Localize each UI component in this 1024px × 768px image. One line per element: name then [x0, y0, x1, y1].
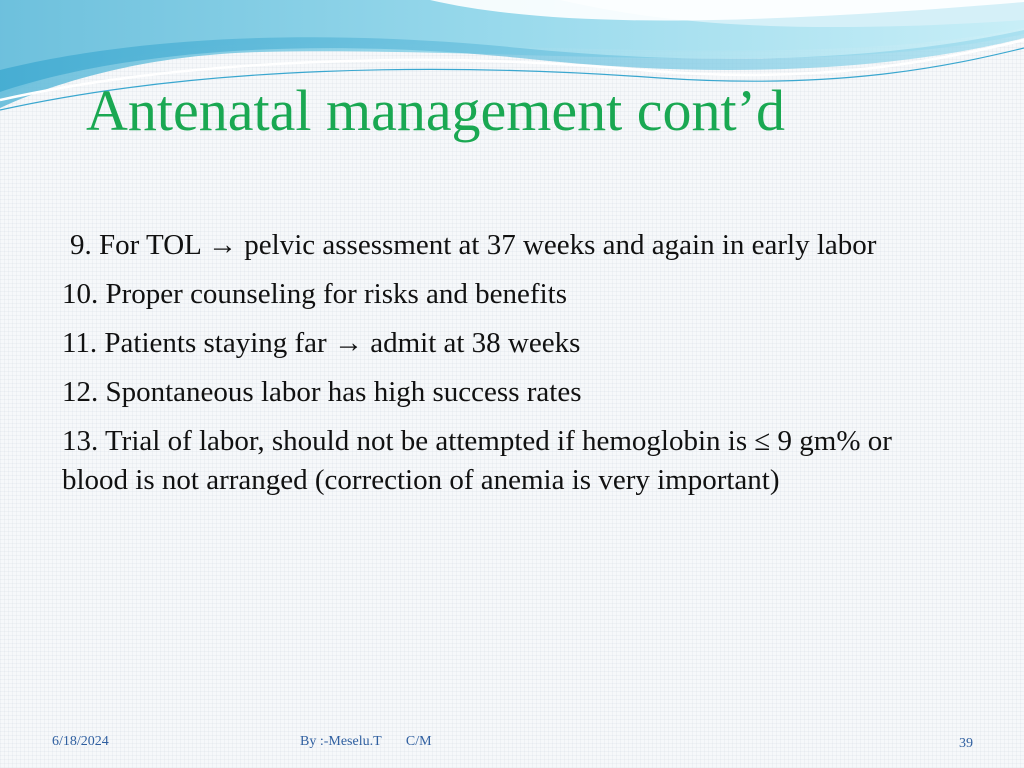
list-item: 12. Spontaneous labor has high success rates [62, 376, 582, 408]
content-list [62, 226, 962, 510]
list-item: 11. Patients staying far → admit at 38 weeks [62, 327, 581, 359]
slide-title: Antenatal management cont’d [86, 78, 785, 143]
list-item: 9. For TOL → pelvic assessment at 37 weeks and again in early labor [70, 229, 877, 261]
footer-date: 6/18/2024 [52, 734, 109, 749]
slide-number: 39 [959, 736, 973, 751]
list-item: 10. Proper counseling for risks and benefits [62, 278, 567, 310]
list-item: 13. Trial of labor, should not be attempted if hemoglobin is ≤ 9 gm% or blood is not arranged (correction of anemia is very important) [62, 425, 892, 496]
footer-author: By :-Meselu.T C/M [300, 734, 432, 749]
